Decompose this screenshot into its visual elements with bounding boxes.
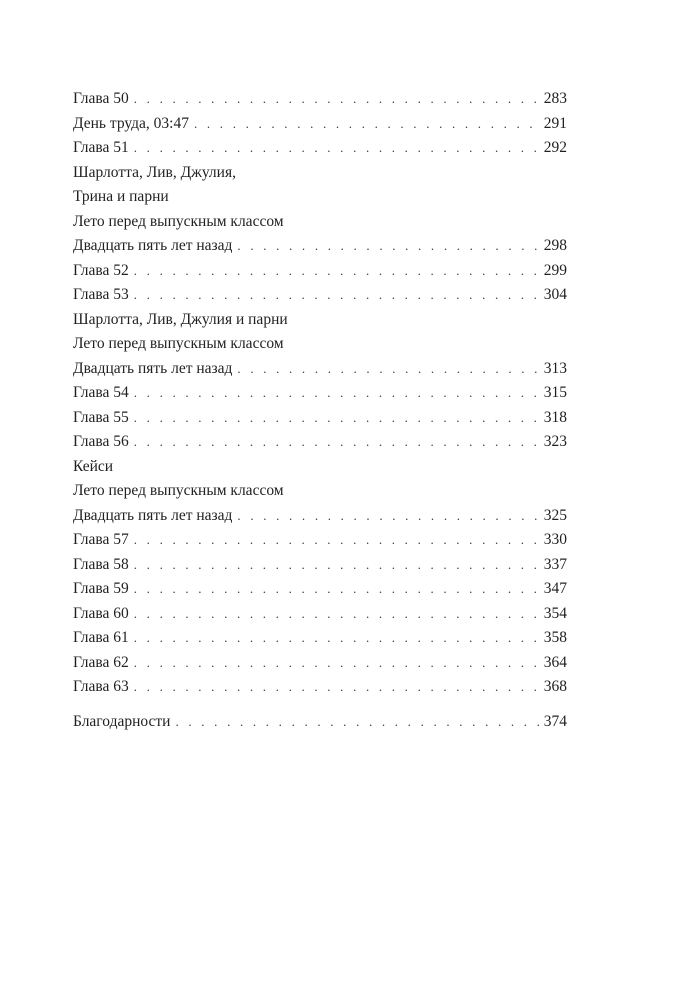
toc-entry-page-number: 325 <box>543 506 567 524</box>
toc-entry <box>73 430 567 455</box>
toc-entry-title: Глава 53 <box>73 286 129 303</box>
dot-leader <box>134 626 542 651</box>
toc-entry <box>73 234 567 259</box>
toc-entry-title: Глава 51 <box>73 139 129 156</box>
toc-section-heading <box>73 185 567 210</box>
toc-entry <box>73 528 567 553</box>
dot-leader <box>134 87 542 112</box>
toc-entry-page-number: 283 <box>543 90 567 107</box>
toc-entry-title: Глава 61 <box>73 629 129 646</box>
toc-entry <box>73 577 567 602</box>
toc-entry-title: Лето перед выпускным классом <box>73 335 284 352</box>
toc-entry-title: Глава 57 <box>73 531 129 548</box>
toc-entry-page-number: 292 <box>543 139 567 156</box>
toc-entry <box>73 675 567 700</box>
toc-entry-title: Глава 59 <box>73 580 129 597</box>
toc-entry-page-number: 318 <box>543 408 567 426</box>
table-of-contents <box>73 87 567 734</box>
toc-entry-page-number: 323 <box>543 433 567 450</box>
toc-entry-title: Лето перед выпускным классом <box>73 482 284 499</box>
toc-entry-page-number: 337 <box>543 555 567 573</box>
dot-leader <box>134 675 542 700</box>
toc-entry-page-number: 374 <box>543 712 567 730</box>
dot-leader <box>237 504 541 529</box>
dot-leader <box>134 602 542 627</box>
toc-entry-title: Глава 50 <box>73 90 129 107</box>
toc-entry <box>73 406 567 431</box>
dot-leader <box>134 136 542 161</box>
toc-entry-title: Глава 52 <box>73 261 129 279</box>
toc-entry-page-number: 315 <box>543 384 567 401</box>
toc-entry <box>73 504 567 529</box>
dot-leader <box>237 357 541 382</box>
toc-entry-title: Благодарности <box>73 712 171 730</box>
dot-leader <box>237 234 541 259</box>
dot-leader <box>134 430 542 455</box>
toc-entry-title: Глава 54 <box>73 384 129 401</box>
toc-section-heading <box>73 308 567 333</box>
toc-entry <box>73 112 567 137</box>
toc-entry-title: Глава 55 <box>73 408 129 426</box>
toc-entry <box>73 357 567 382</box>
toc-entry-title: День труда, 03:47 <box>73 114 189 132</box>
toc-entry-page-number: 313 <box>543 359 567 377</box>
toc-entry <box>73 136 567 161</box>
dot-leader <box>175 710 541 735</box>
toc-entry-title: Глава 56 <box>73 433 129 450</box>
dot-leader <box>134 651 542 676</box>
toc-entry-page-number: 330 <box>543 531 567 548</box>
toc-section-heading <box>73 210 567 235</box>
toc-entry <box>73 553 567 578</box>
toc-entry-title: Трина и парни <box>73 188 169 205</box>
toc-entry <box>73 87 567 112</box>
dot-leader <box>134 381 542 406</box>
toc-section-heading <box>73 332 567 357</box>
toc-entry-title: Глава 63 <box>73 678 129 695</box>
toc-entry-page-number: 291 <box>543 114 567 132</box>
toc-entry-title: Глава 58 <box>73 555 129 573</box>
dot-leader <box>134 577 542 602</box>
toc-entry-title: Двадцать пять лет назад <box>73 237 233 254</box>
toc-entry-page-number: 298 <box>543 237 567 254</box>
toc-entry-title: Глава 62 <box>73 653 129 671</box>
dot-leader <box>134 553 542 578</box>
toc-entry-title: Шарлотта, Лив, Джулия, <box>73 163 236 181</box>
toc-entry-page-number: 354 <box>543 604 567 622</box>
dot-leader <box>194 112 542 137</box>
dot-leader <box>134 406 542 431</box>
toc-section-heading <box>73 455 567 480</box>
toc-entry <box>73 651 567 676</box>
dot-leader <box>134 259 542 284</box>
toc-entry-title: Шарлотта, Лив, Джулия и парни <box>73 310 288 328</box>
toc-section-heading <box>73 479 567 504</box>
toc-entry-page-number: 364 <box>543 653 567 671</box>
toc-entry <box>73 381 567 406</box>
toc-entry-title: Кейси <box>73 457 114 475</box>
toc-entry-title: Глава 60 <box>73 604 129 622</box>
toc-entry-title: Двадцать пять лет назад <box>73 359 233 377</box>
toc-entry <box>73 602 567 627</box>
toc-entry <box>73 626 567 651</box>
dot-leader <box>134 528 542 553</box>
toc-entry <box>73 710 567 735</box>
toc-entry-title: Двадцать пять лет назад <box>73 506 233 524</box>
toc-entry-page-number: 347 <box>543 580 567 597</box>
toc-entry <box>73 259 567 284</box>
toc-section-heading <box>73 161 567 186</box>
toc-entry-page-number: 358 <box>543 629 567 646</box>
toc-entry <box>73 283 567 308</box>
toc-entry-page-number: 304 <box>543 286 567 303</box>
toc-entry-page-number: 368 <box>543 678 567 695</box>
toc-entry-title: Лето перед выпускным классом <box>73 212 284 230</box>
toc-entry-page-number: 299 <box>543 261 567 279</box>
dot-leader <box>134 283 542 308</box>
